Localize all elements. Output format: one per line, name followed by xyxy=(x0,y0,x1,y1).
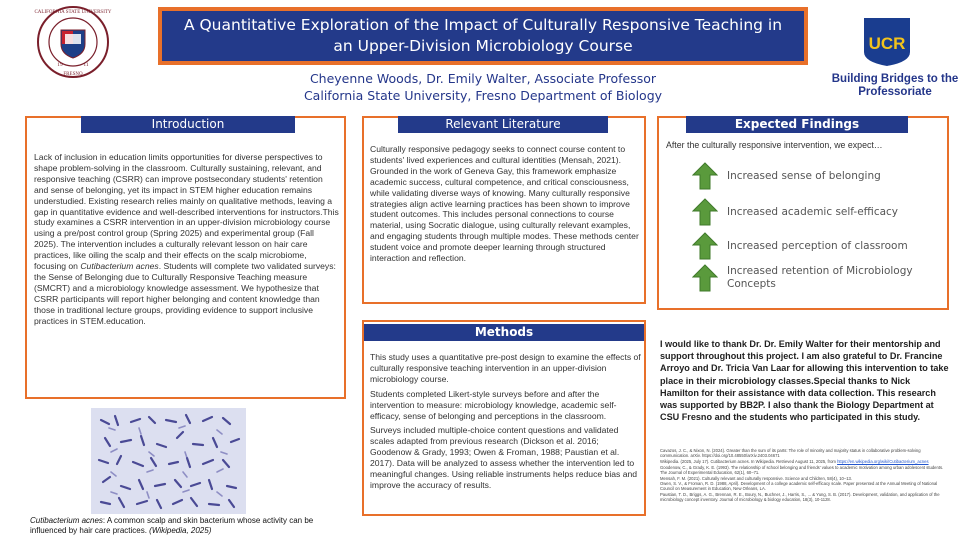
seal-top-text: CALIFORNIA STATE UNIVERSITY xyxy=(34,10,112,15)
finding-item xyxy=(692,198,917,226)
green-up-arrow-icon xyxy=(692,162,718,190)
introduction-text-a: Lack of inclusion in education limits opportunities for diverse perspectives to shape problem-solving in the classroom. Culturally sustaining, relevant, and responsive teaching (CSRR) can improve postsecondary students' retention and sense of belonging, yet its impact in STEM higher education remains understudied. Existing research relies mainly on qualitative methods, leaving a gap in quantitative evidence and well-described interventions for instructors.This study examines a CSRR intervention in an upper-division microbiology course using a pre/post control group (Spring 2025) and experimental group (Fall 2025). The intervention includes a culturally relevant lesson on hair care practices, like oiling the scalp and their effects on the scalp microbiome, focusing on xyxy=(34,152,339,272)
poster-title: A Quantitative Exploration of the Impact of Culturally Responsive Teaching in an Upper-Division Microbiology Course xyxy=(183,16,783,55)
green-up-arrow-icon xyxy=(692,232,718,260)
introduction-panel xyxy=(25,116,346,399)
ucr-mark-text: UCR xyxy=(868,34,906,53)
micrograph-caption xyxy=(30,516,350,535)
finding-text: Increased sense of belonging xyxy=(727,169,881,182)
reference-item: Paustian, T. D., Briggs, A. G., Brennan, R. E., Boury, N., Buchner, J., Harris, S., ... & Yung, S. B. (2017). Development, validation, and application of the microbiology concept inventory. Journal of microbiology & biology education, 18(3), 10-1128. xyxy=(660,492,940,503)
ucr-shield-logo xyxy=(864,18,910,66)
methods-paragraph: Surveys included multiple-choice content questions and validated scales adapted from previous research (Dickson et al. 2016; Goodenow & Grady, 1993; Owen & Froman, 1988; Paustian et al. 2017). Data will be analyzed to assess whether the intervention led to meaningful changes. Using reliable instruments helps reduce bias and improve the accuracy of results. xyxy=(370,425,638,490)
poster-title-banner xyxy=(158,7,808,65)
methods-paragraph: Students completed Likert-style surveys before and after the intervention to measure: microbiology knowledge, academic self-efficacy, sense of belonging and perceptions in the classroom. xyxy=(370,388,617,421)
seal-year-right: 11 xyxy=(83,62,89,68)
finding-text: Increased retention of Microbiology Concepts xyxy=(727,265,913,290)
reference-item: Cavazos, J. C., & Nixon, N. (2024). Greater than the sum of its parts: The role of minority and majority status in collaborative problem-solving communication. arXiv. https://doi.org/10.48550/arXiv.2403.04671 xyxy=(660,448,921,459)
green-up-arrow-icon xyxy=(692,198,718,226)
reference-item: Goodenow, C., & Grady, K. E. (1993). The relationship of school belonging and friends' values to academic motivation among urban adolescent students. The Journal of Experimental Education, 62(1), 60–71. xyxy=(660,464,944,475)
finding-item xyxy=(692,232,917,260)
findings-intro: After the culturally responsive intervention, we expect… xyxy=(666,140,883,150)
introduction-text-b: . Students will complete two validated surveys: the Sense of Belonging due to Culturally Responsive Teaching measure (SMCRT) and a microbiology knowledge assessment. We hypothesize that CSRR participants will report higher belonging and content knowledge than those in traditional lecture groups, providing evidence to support inclusive practices in STEM.education. xyxy=(34,261,336,326)
methods-body xyxy=(370,352,642,495)
reference-item: Owen, S. V., & Froman, R. D. (1988, April). Development of a college academic self-efficacy scale. Paper presented at the Annual Meeting of National Council on Measurement in Education, New Orleans, LA. xyxy=(660,481,938,492)
caption-text: : A common scalp and skin bacterium whose activity can be influenced by hair care practices. xyxy=(30,516,314,535)
expected-findings-panel xyxy=(657,116,949,310)
acknowledgements: I would like to thank Dr. Dr. Emily Walter for their mentorship and support throughout this project. I am also grateful to Dr. Francine Arroyo and Dr. Tricia Van Laar for allowing this intervention to take place in their microbiology classes.Special thanks to Nick Hamilton for their assistance with data collection. This research was supported by BB2P. I also thank the Biology Department at CSU Fresno and the students who participated in this study. xyxy=(660,339,949,423)
finding-text: Increased academic self-efficacy xyxy=(727,205,899,218)
caption-source: (Wikipedia, 2025) xyxy=(149,525,212,535)
methods-heading: Methods xyxy=(364,324,644,341)
findings-heading: Expected Findings xyxy=(686,116,908,133)
ucr-tagline: Building Bridges to the Professoriate xyxy=(831,73,959,98)
introduction-body xyxy=(34,152,339,327)
literature-body: Culturally responsive pedagogy seeks to connect course content to students' lived experiences and cultural identities (Mensah, 2021). Grounded in the work of Geneva Gay, this framework emphasize academic success, cultural competence, and critical consciousness, while validating diverse ways of knowing. Many culturally responsive strategies align active learning practices has been shown to improve student outcomes. This includes personal connections to course material, using Socratic dialogue, using culturally relevant examples, and engaging students through multiple modes. These methods center student voice and promote deeper learning through structured interaction and reflection. xyxy=(370,144,639,264)
finding-item xyxy=(692,162,917,190)
cutibacterium-micrograph-image xyxy=(91,408,246,514)
methods-panel xyxy=(362,320,646,516)
relevant-literature-panel xyxy=(362,116,646,304)
author-affiliation: California State University, Fresno Department of Biology xyxy=(303,88,663,103)
seal-bottom-text: FRESNO xyxy=(63,72,83,77)
introduction-heading: Introduction xyxy=(81,116,295,133)
introduction-text-italic: Cutibacterium acnes xyxy=(80,261,159,272)
reference-item xyxy=(660,459,950,464)
green-up-arrow-icon xyxy=(692,264,718,292)
author-names: Cheyenne Woods, Dr. Emily Walter, Associate Professor xyxy=(309,71,657,86)
author-block xyxy=(200,70,766,104)
methods-paragraph: This study uses a quantitative pre-post design to examine the effects of culturally responsive teaching intervention in an upper-division microbiology course. xyxy=(370,352,641,384)
csu-fresno-seal-logo xyxy=(18,6,128,78)
literature-heading: Relevant Literature xyxy=(398,116,608,133)
seal-year-left: 19 xyxy=(57,62,63,68)
reference-link[interactable]: https://en.wikipedia.org/wiki/Cutibacterium_acnes xyxy=(837,458,929,464)
finding-item xyxy=(692,264,917,292)
reference-item: Mensah, F. M. (2021). Culturally relevant and culturally responsive. Science and Children, 58(4), 10–13. xyxy=(660,475,853,481)
finding-text: Increased perception of classroom xyxy=(727,239,908,252)
reference-text: Wikipedia. (2025, July 17). Cutibacterium acnes. In Wikipedia. Retrieved August 11, 2025, from xyxy=(660,458,836,464)
caption-species: Cutibacterium acnes xyxy=(30,516,103,525)
references-list xyxy=(660,448,950,503)
